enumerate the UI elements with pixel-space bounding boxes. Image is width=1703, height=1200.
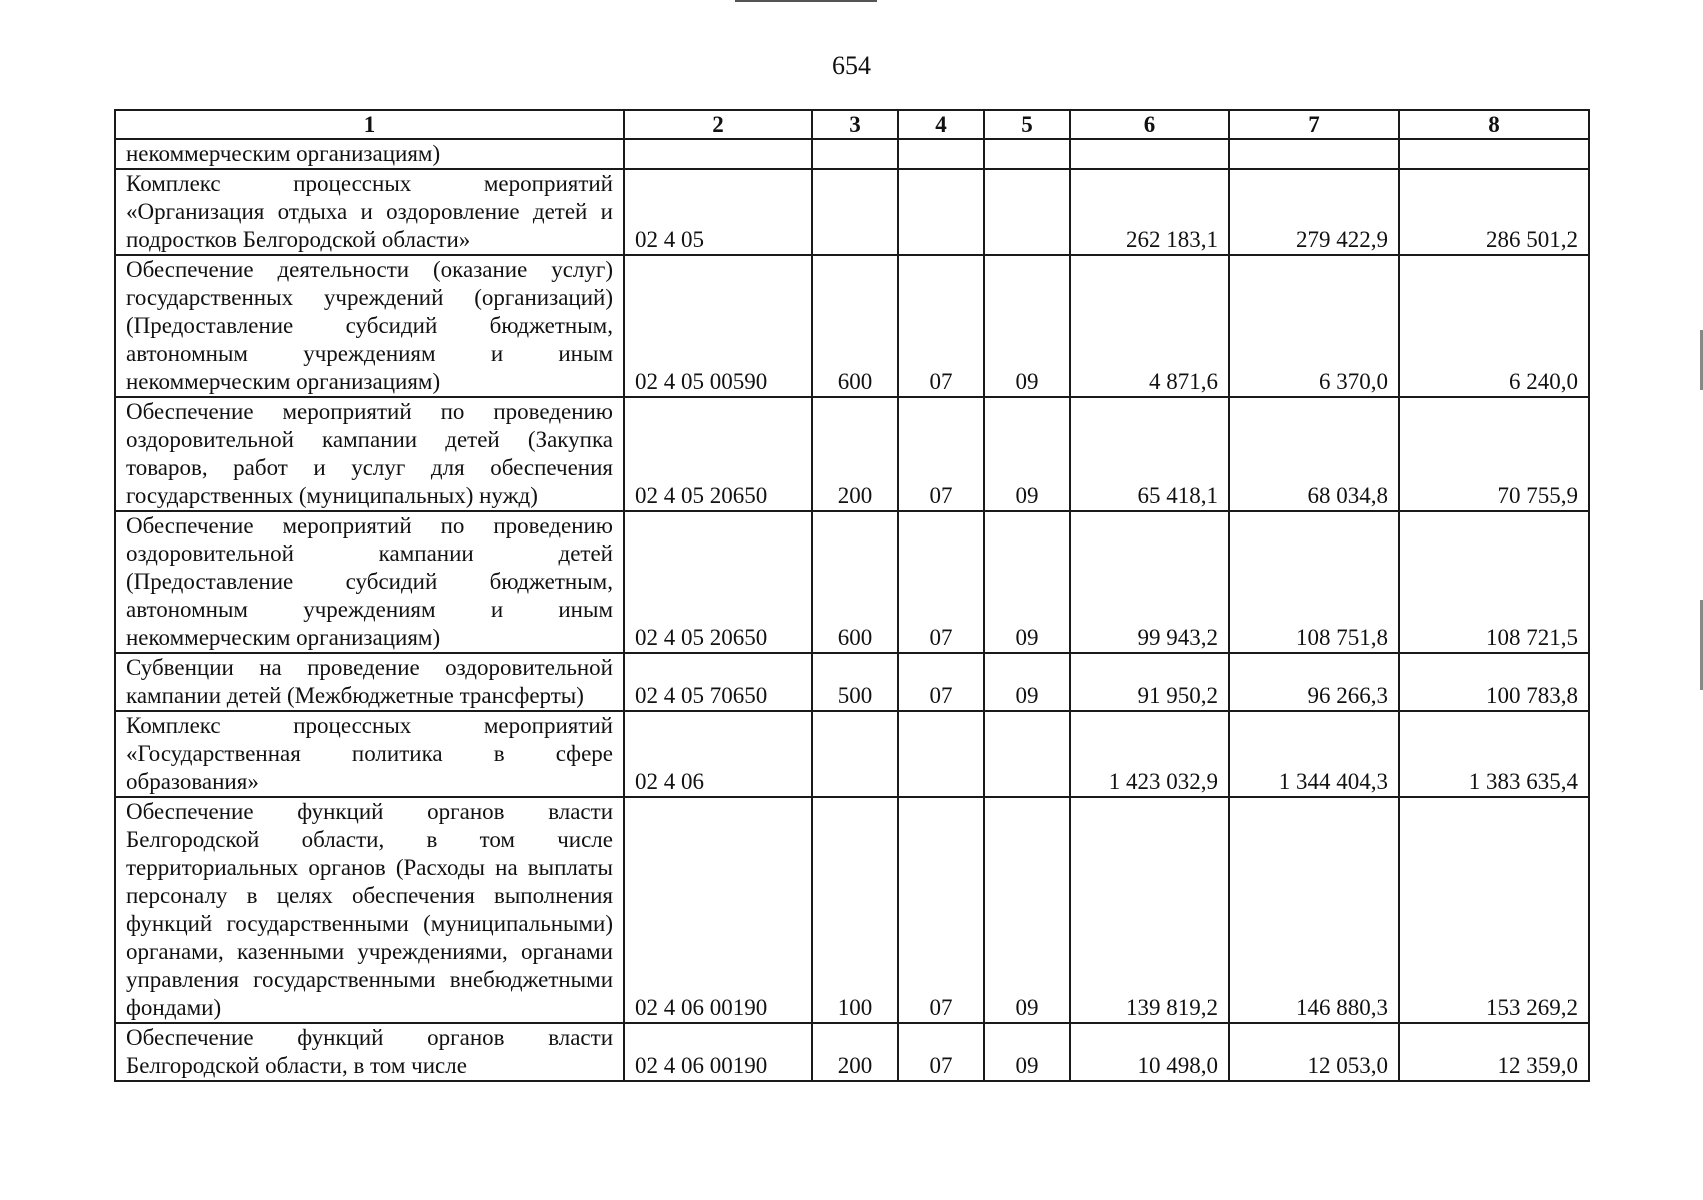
- row-col5-cell: [984, 711, 1070, 797]
- row-col8-cell: 153 269,2: [1399, 797, 1589, 1023]
- row-col4-cell: 07: [898, 1023, 984, 1081]
- row-col6-cell: 99 943,2: [1070, 511, 1229, 653]
- row-name-cell: Обеспечение функций органов власти Белгородской области, в том числе территориальных органов (Расходы на выплаты персоналу в целях обеспечения выполнения функций государственными (муниципальными) органами, казенными учреждениями, органами управления государственными внебюджетными фондами): [115, 797, 624, 1023]
- row-col8-cell: 108 721,5: [1399, 511, 1589, 653]
- row-col3-cell: [812, 711, 898, 797]
- row-col3-cell: 600: [812, 511, 898, 653]
- row-col5-cell: [984, 139, 1070, 169]
- row-col4-cell: 07: [898, 797, 984, 1023]
- table-row: [115, 711, 1589, 797]
- row-col7-cell: 12 053,0: [1229, 1023, 1399, 1081]
- row-col6-cell: 91 950,2: [1070, 653, 1229, 711]
- row-col4-cell: 07: [898, 653, 984, 711]
- row-col5-cell: 09: [984, 511, 1070, 653]
- table-row: [115, 797, 1589, 1023]
- row-col8-cell: 1 383 635,4: [1399, 711, 1589, 797]
- row-col4-cell: 07: [898, 255, 984, 397]
- header-cell-3: 3: [812, 110, 898, 139]
- row-col7-cell: 96 266,3: [1229, 653, 1399, 711]
- row-code-cell: 02 4 06: [624, 711, 812, 797]
- row-col7-cell: 279 422,9: [1229, 169, 1399, 255]
- row-code-cell: 02 4 05 70650: [624, 653, 812, 711]
- header-cell-7: 7: [1229, 110, 1399, 139]
- header-row: [115, 110, 1589, 139]
- row-col5-cell: 09: [984, 1023, 1070, 1081]
- row-code-cell: 02 4 05 20650: [624, 397, 812, 511]
- header-cell-8: 8: [1399, 110, 1589, 139]
- row-col3-cell: 200: [812, 1023, 898, 1081]
- row-col8-cell: 286 501,2: [1399, 169, 1589, 255]
- row-col3-cell: 600: [812, 255, 898, 397]
- row-col5-cell: 09: [984, 397, 1070, 511]
- row-col3-cell: 200: [812, 397, 898, 511]
- row-col4-cell: [898, 169, 984, 255]
- row-col8-cell: 100 783,8: [1399, 653, 1589, 711]
- row-col3-cell: [812, 169, 898, 255]
- row-col7-cell: 108 751,8: [1229, 511, 1399, 653]
- row-col5-cell: 09: [984, 255, 1070, 397]
- row-col4-cell: 07: [898, 397, 984, 511]
- row-col7-cell: 146 880,3: [1229, 797, 1399, 1023]
- row-code-cell: 02 4 06 00190: [624, 1023, 812, 1081]
- page-number: 654: [832, 51, 871, 80]
- table-row: [115, 169, 1589, 255]
- row-col6-cell: 65 418,1: [1070, 397, 1229, 511]
- row-col5-cell: 09: [984, 653, 1070, 711]
- row-name-cell: Комплекс процессных мероприятий «Организация отдыха и оздоровление детей и подростков Белгородской области»: [115, 169, 624, 255]
- row-col3-cell: 100: [812, 797, 898, 1023]
- row-name-cell: Комплекс процессных мероприятий «Государственная политика в сфере образования»: [115, 711, 624, 797]
- row-col7-cell: [1229, 139, 1399, 169]
- row-code-cell: 02 4 06 00190: [624, 797, 812, 1023]
- table-row: [115, 1023, 1589, 1081]
- top-rule: [735, 0, 877, 2]
- table-row: [115, 653, 1589, 711]
- table-row: [115, 255, 1589, 397]
- row-col6-cell: 4 871,6: [1070, 255, 1229, 397]
- row-code-cell: 02 4 05 20650: [624, 511, 812, 653]
- row-col5-cell: 09: [984, 797, 1070, 1023]
- row-col6-cell: 10 498,0: [1070, 1023, 1229, 1081]
- header-cell-5: 5: [984, 110, 1070, 139]
- row-col6-cell: 139 819,2: [1070, 797, 1229, 1023]
- row-code-cell: 02 4 05 00590: [624, 255, 812, 397]
- header-cell-2: 2: [624, 110, 812, 139]
- row-name-cell: Обеспечение мероприятий по проведению оздоровительной кампании детей (Предоставление субсидий бюджетным, автономным учреждениям и иным некоммерческим организациям): [115, 511, 624, 653]
- row-code-cell: [624, 139, 812, 169]
- row-col6-cell: 1 423 032,9: [1070, 711, 1229, 797]
- budget-table: [114, 109, 1590, 1082]
- row-col4-cell: 07: [898, 511, 984, 653]
- row-col8-cell: 12 359,0: [1399, 1023, 1589, 1081]
- row-col6-cell: 262 183,1: [1070, 169, 1229, 255]
- row-col7-cell: 6 370,0: [1229, 255, 1399, 397]
- table-row: [115, 139, 1589, 169]
- header-cell-1: 1: [115, 110, 624, 139]
- header-cell-6: 6: [1070, 110, 1229, 139]
- row-col8-cell: [1399, 139, 1589, 169]
- header-cell-4: 4: [898, 110, 984, 139]
- row-col8-cell: 70 755,9: [1399, 397, 1589, 511]
- row-name-cell: некоммерческим организациям): [115, 139, 624, 169]
- row-col3-cell: [812, 139, 898, 169]
- row-col7-cell: 68 034,8: [1229, 397, 1399, 511]
- row-col4-cell: [898, 711, 984, 797]
- row-col3-cell: 500: [812, 653, 898, 711]
- row-col8-cell: 6 240,0: [1399, 255, 1589, 397]
- row-col5-cell: [984, 169, 1070, 255]
- row-col7-cell: 1 344 404,3: [1229, 711, 1399, 797]
- row-code-cell: 02 4 05: [624, 169, 812, 255]
- row-col6-cell: [1070, 139, 1229, 169]
- table-row: [115, 397, 1589, 511]
- row-name-cell: Обеспечение деятельности (оказание услуг) государственных учреждений (организаций) (Предоставление субсидий бюджетным, автономным учреждениям и иным некоммерческим организациям): [115, 255, 624, 397]
- row-col4-cell: [898, 139, 984, 169]
- row-name-cell: Обеспечение функций органов власти Белгородской области, в том числе: [115, 1023, 624, 1081]
- row-name-cell: Обеспечение мероприятий по проведению оздоровительной кампании детей (Закупка товаров, работ и услуг для обеспечения государственных (муниципальных) нужд): [115, 397, 624, 511]
- row-name-cell: Субвенции на проведение оздоровительной кампании детей (Межбюджетные трансферты): [115, 653, 624, 711]
- table-row: [115, 511, 1589, 653]
